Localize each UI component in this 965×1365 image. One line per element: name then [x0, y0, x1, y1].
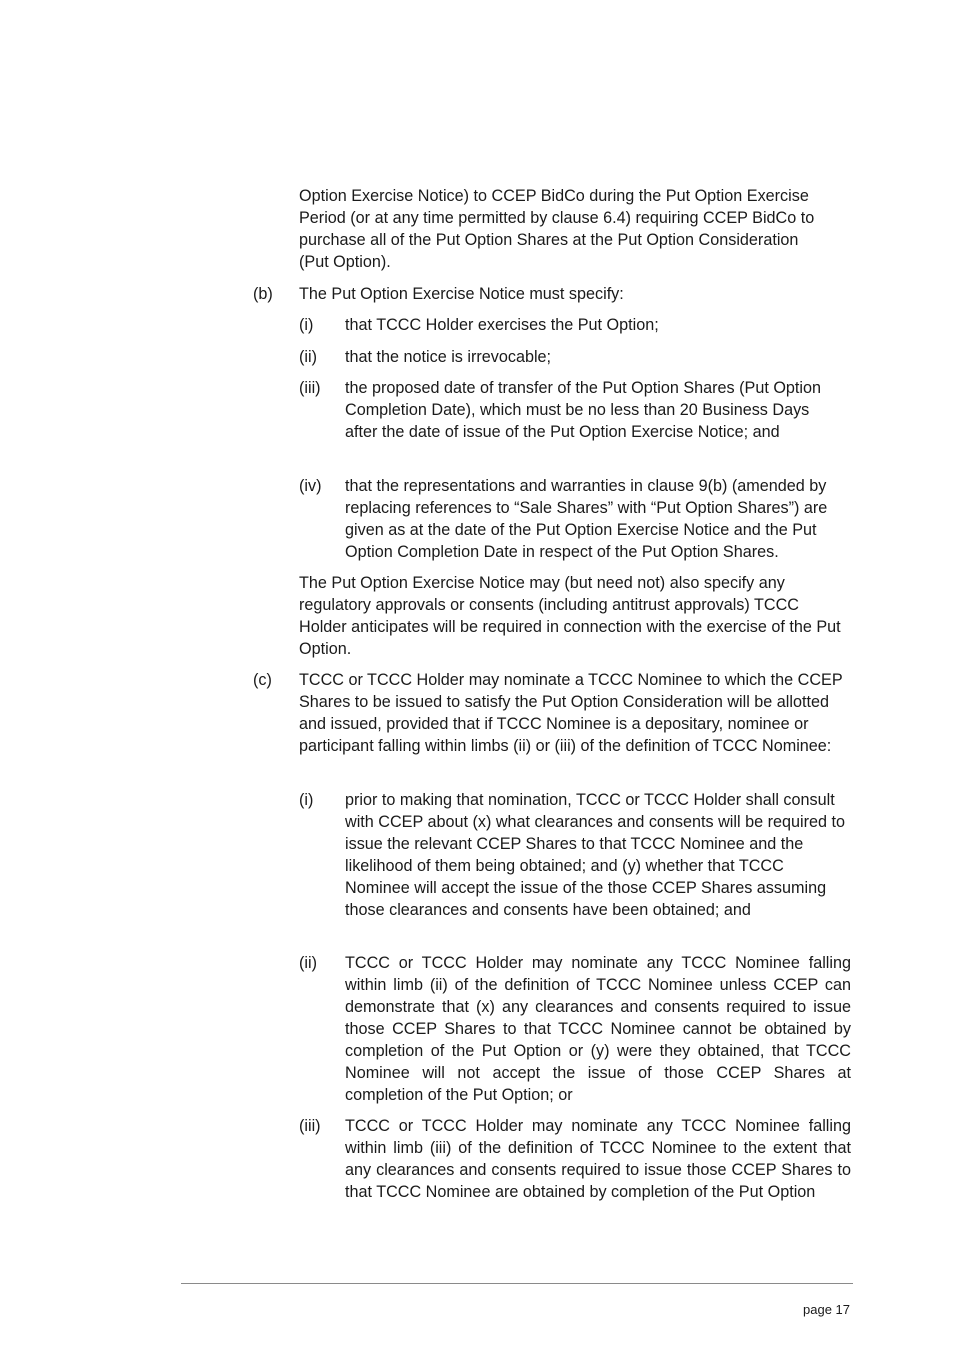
para-c-item-text: TCCC or TCCC Holder may nominate any TCCC Nominee falling within limb (iii) of the definition of TCCC Nominee to the extent that any clearances and consents required to issue those CCEP Shares to that TCCC Nominee are obtained by completion of the Put Option [345, 1117, 851, 1201]
para-b-item-text: that TCCC Holder exercises the Put Option; [345, 316, 659, 334]
para-b-item-label: (iii) [299, 379, 321, 397]
para-b-item-text: that the notice is irrevocable; [345, 348, 552, 366]
para-b-item-text: that the representations and warranties in clause 9(b) (amended by replacing references to “Sale Shares” with “Put Option Shares”) are given as at the date of the Put Option Exercise Notice and the Put Option Completion Date in respect of the Put Option Shares. [345, 477, 828, 561]
para-a-line-3: purchase all of the Put Option Shares at the Put Option Consideration [299, 231, 799, 249]
para-b-trailing: The Put Option Exercise Notice may (but need not) also specify any regulatory approvals or consents (including antitrust approvals) TCCC Holder anticipates will be required in connection with the exercise of the Put Option. [299, 574, 841, 658]
para-c-text: TCCC or TCCC Holder may nominate a TCCC Nominee to which the CCEP Shares to be issued to satisfy the Put Option Consideration will be allotted and issued, provided that if TCCC Nominee is a depositary, nominee or participant falling within limbs (ii) or (iii) of the definition of TCCC Nominee: [299, 671, 843, 755]
para-c-label: (c) [253, 671, 272, 689]
para-b-label: (b) [253, 285, 273, 303]
page-number: page 17 [803, 1302, 850, 1317]
para-b-text: The Put Option Exercise Notice must specify: [299, 285, 624, 303]
para-a-line-4: (Put Option). [299, 253, 391, 271]
para-a-line-2: Period (or at any time permitted by clause 6.4) requiring CCEP BidCo to [299, 209, 815, 227]
para-c-item-text: prior to making that nomination, TCCC or TCCC Holder shall consult with CCEP about (x) what clearances and consents will be required to issue the relevant CCEP Shares to that TCCC Nominee and the likelihood of them being obtained; and (y) whether that TCCC Nominee will accept the issue of the those CCEP Shares assuming those clearances and consents have been obtained; and [345, 791, 845, 919]
para-c-item-label: (i) [299, 791, 314, 809]
para-a-line-1: Option Exercise Notice) to CCEP BidCo during the Put Option Exercise [299, 187, 809, 205]
para-c-item-label: (ii) [299, 954, 317, 972]
para-b-item-label: (iv) [299, 477, 322, 495]
footer-divider [181, 1283, 853, 1284]
para-c-item-label: (iii) [299, 1117, 321, 1135]
para-b-item-label: (ii) [299, 348, 317, 366]
para-b-item-text: the proposed date of transfer of the Put Option Shares (Put Option Completion Date), which must be no less than 20 Business Days after the date of issue of the Put Option Exercise Notice; and [345, 379, 822, 441]
para-b-item-label: (i) [299, 316, 314, 334]
para-c-item-text: TCCC or TCCC Holder may nominate any TCCC Nominee falling within limb (ii) of the definition of TCCC Nominee unless CCEP can demonstrate that (x) any clearances and consents required to issue those CCEP Shares to that TCCC Nominee cannot be obtained by completion of the Put Option or (y) were they obtained, that TCCC Nominee will not accept the issue of those CCEP Shares at completion of the Put Option; or [345, 954, 851, 1104]
